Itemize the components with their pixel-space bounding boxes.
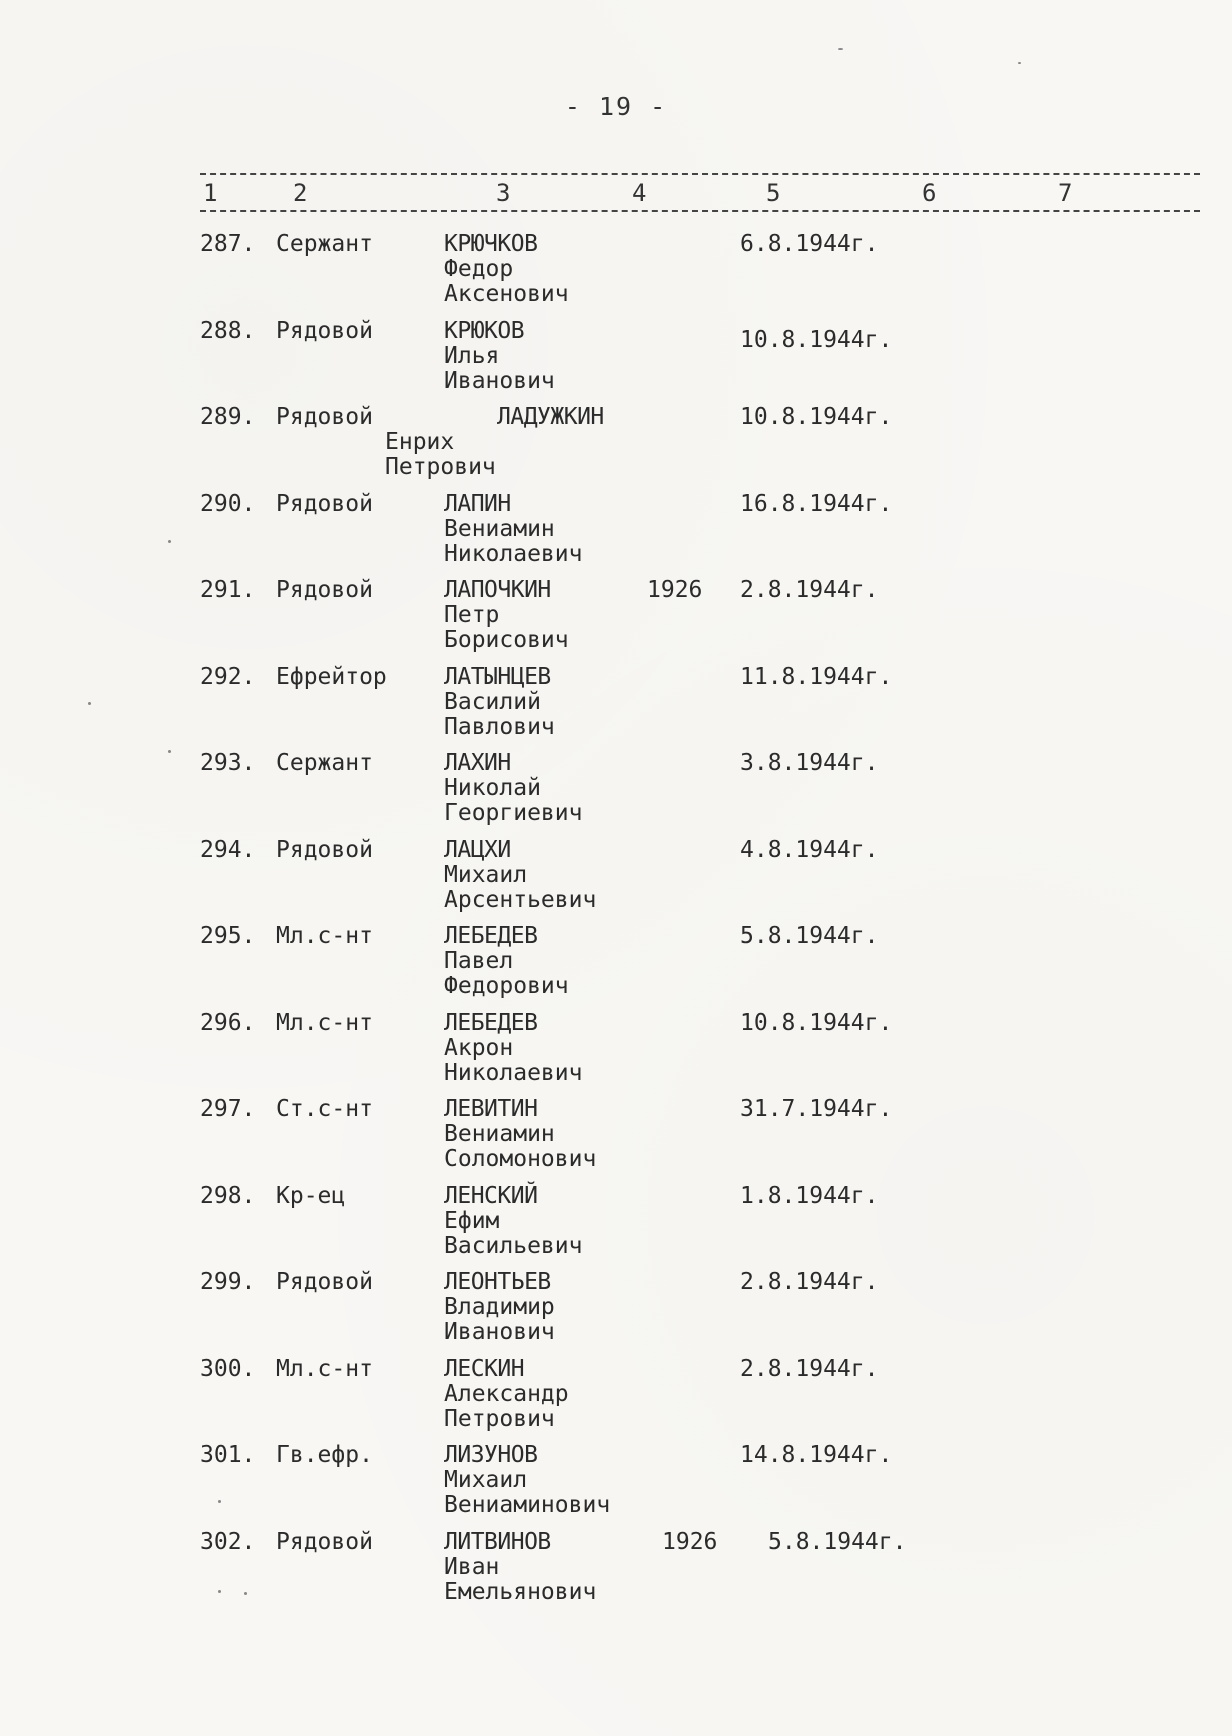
rank: Сержант bbox=[276, 750, 373, 776]
list-item bbox=[0, 665, 1232, 752]
full-name bbox=[444, 665, 555, 740]
first-name: Ефим bbox=[444, 1207, 500, 1234]
date: 10.8.1944г. bbox=[740, 404, 893, 430]
rank: Рядовой bbox=[276, 404, 373, 430]
list-item bbox=[0, 751, 1232, 838]
patronymic: Павлович bbox=[444, 713, 555, 740]
surname: ЛАХИН bbox=[444, 750, 511, 776]
scan-speck bbox=[218, 1590, 221, 1593]
date: 1.8.1944г. bbox=[740, 1182, 879, 1209]
surname: ЛАПИН bbox=[444, 490, 511, 517]
entry-number: 292. bbox=[200, 663, 256, 690]
patronymic: Соломонович bbox=[444, 1146, 597, 1172]
entry-number: 289. bbox=[200, 404, 256, 430]
surname: ЛАДУЖКИН bbox=[497, 404, 604, 430]
full-name bbox=[444, 232, 569, 307]
rank: Рядовой bbox=[276, 836, 373, 863]
full-name bbox=[444, 1443, 610, 1518]
list-item bbox=[0, 1443, 1232, 1530]
entry-number: 288. bbox=[200, 317, 256, 344]
column-header: 4 bbox=[632, 179, 647, 207]
surname: ЛЕБЕДЕВ bbox=[444, 1009, 538, 1036]
list-item bbox=[0, 492, 1232, 579]
patronymic: Борисович bbox=[444, 627, 569, 653]
entry-number: 296. bbox=[200, 1009, 256, 1036]
rank: Мл.с-нт bbox=[276, 1355, 373, 1382]
date: 2.8.1944г. bbox=[740, 1269, 879, 1295]
date: 16.8.1944г. bbox=[740, 490, 893, 517]
list-item bbox=[0, 838, 1232, 925]
column-header-row bbox=[0, 179, 1232, 209]
full-name bbox=[444, 1530, 596, 1605]
rank: Ефрейтор bbox=[276, 663, 387, 690]
entry-number: 300. bbox=[200, 1355, 256, 1382]
date: 31.7.1944г. bbox=[740, 1096, 893, 1122]
list-item bbox=[0, 1270, 1232, 1357]
date: 5.8.1944г. bbox=[768, 1528, 907, 1555]
rank: Рядовой bbox=[276, 1528, 373, 1555]
date: 2.8.1944г. bbox=[740, 1355, 879, 1382]
patronymic: Петрович bbox=[444, 1405, 555, 1432]
date: 2.8.1944г. bbox=[740, 577, 879, 603]
scan-speck bbox=[88, 702, 91, 705]
rank: Гв.ефр. bbox=[276, 1442, 373, 1468]
birth-year: 1926 bbox=[662, 1528, 718, 1555]
column-header: 1 bbox=[203, 179, 218, 207]
surname: ЛЕБЕДЕВ bbox=[444, 923, 538, 949]
header-rule-bottom bbox=[200, 210, 1200, 212]
scan-speck bbox=[218, 1500, 221, 1503]
full-name bbox=[444, 1184, 582, 1259]
list-item bbox=[0, 1097, 1232, 1184]
scan-speck bbox=[168, 540, 171, 543]
list-item bbox=[0, 1011, 1232, 1098]
full-name bbox=[444, 838, 596, 913]
date: 3.8.1944г. bbox=[740, 750, 879, 776]
patronymic: Емельянович bbox=[444, 1578, 597, 1605]
list-item bbox=[0, 1357, 1232, 1444]
header-rule-top bbox=[200, 173, 1200, 175]
entry-number: 297. bbox=[200, 1096, 256, 1122]
rank: Сержант bbox=[276, 231, 373, 257]
patronymic: Николаевич bbox=[444, 1059, 583, 1086]
date: 10.8.1944г. bbox=[740, 1009, 893, 1036]
list-item bbox=[0, 405, 1232, 492]
first-name: Василий bbox=[444, 688, 541, 715]
first-name: Николай bbox=[444, 775, 541, 801]
entry-number: 291. bbox=[200, 577, 256, 603]
patronymic: Иванович bbox=[444, 1319, 555, 1345]
first-name: Павел bbox=[444, 948, 514, 974]
surname: ЛАЦХИ bbox=[444, 836, 511, 863]
date: 6.8.1944г. bbox=[740, 231, 879, 257]
entry-number: 301. bbox=[200, 1442, 256, 1468]
entry-number: 290. bbox=[200, 490, 256, 517]
date: 14.8.1944г. bbox=[740, 1442, 893, 1468]
first-name: Илья bbox=[444, 342, 500, 369]
patronymic: Николаевич bbox=[444, 540, 583, 567]
rank: Мл.с-нт bbox=[276, 1009, 373, 1036]
full-name bbox=[444, 578, 569, 653]
rank: Рядовой bbox=[276, 490, 373, 517]
entry-number: 287. bbox=[200, 231, 256, 257]
list-item bbox=[0, 319, 1232, 406]
rank: Мл.с-нт bbox=[276, 923, 373, 949]
surname: ЛЕВИТИН bbox=[444, 1096, 538, 1122]
entry-number: 293. bbox=[200, 750, 256, 776]
patronymic: Иванович bbox=[444, 367, 555, 394]
first-name: Вениамин bbox=[444, 1121, 555, 1147]
full-name bbox=[444, 492, 582, 567]
entry-number: 302. bbox=[200, 1528, 256, 1555]
surname: КРЮКОВ bbox=[444, 317, 525, 344]
full-name bbox=[444, 1011, 582, 1086]
date: 11.8.1944г. bbox=[740, 663, 893, 690]
rank: Рядовой bbox=[276, 577, 373, 603]
first-name: Михаил bbox=[444, 861, 528, 888]
first-name: Акрон bbox=[444, 1034, 514, 1061]
first-name: Иван bbox=[444, 1553, 500, 1580]
list-item bbox=[0, 578, 1232, 665]
full-name bbox=[444, 1357, 569, 1432]
column-header: 2 bbox=[293, 179, 308, 207]
page-number: - 19 - bbox=[564, 92, 668, 121]
first-name: Енрих bbox=[385, 429, 455, 455]
scan-speck bbox=[168, 750, 171, 753]
date: 5.8.1944г. bbox=[740, 923, 879, 949]
surname: ЛАТЫНЦЕВ bbox=[444, 663, 551, 690]
column-header: 7 bbox=[1058, 179, 1073, 207]
rank: Кр-ец bbox=[276, 1182, 346, 1209]
scan-speck bbox=[1018, 62, 1021, 64]
list-item bbox=[0, 1530, 1232, 1617]
full-name bbox=[444, 924, 569, 999]
first-name: Петр bbox=[444, 602, 500, 628]
patronymic: Аксенович bbox=[444, 281, 569, 307]
patronymic: Вениаминович bbox=[444, 1492, 611, 1518]
entry-number: 295. bbox=[200, 923, 256, 949]
patronymic: Георгиевич bbox=[444, 800, 583, 826]
surname: ЛИЗУНОВ bbox=[444, 1442, 538, 1468]
column-header: 5 bbox=[766, 179, 781, 207]
first-name: Вениамин bbox=[444, 515, 555, 542]
full-name bbox=[444, 319, 555, 394]
surname: ЛЕОНТЬЕВ bbox=[444, 1269, 551, 1295]
list-item bbox=[0, 1184, 1232, 1271]
rank: Рядовой bbox=[276, 1269, 373, 1295]
surname: ЛЕСКИН bbox=[444, 1355, 525, 1382]
patronymic: Арсентьевич bbox=[444, 886, 597, 913]
list-item bbox=[0, 924, 1232, 1011]
scan-speck bbox=[838, 48, 843, 50]
first-name: Александр bbox=[444, 1380, 569, 1407]
surname: ЛЕНСКИЙ bbox=[444, 1182, 538, 1209]
full-name bbox=[444, 1097, 596, 1172]
rank: Рядовой bbox=[276, 317, 373, 344]
full-name bbox=[444, 1270, 555, 1345]
date: 10.8.1944г. bbox=[740, 326, 893, 353]
first-name: Федор bbox=[444, 256, 514, 282]
patronymic: Федорович bbox=[444, 973, 569, 999]
column-header: 3 bbox=[496, 179, 511, 207]
rank: Ст.с-нт bbox=[276, 1096, 373, 1122]
scan-speck bbox=[244, 1592, 247, 1595]
first-name: Михаил bbox=[444, 1467, 528, 1493]
surname: ЛАПОЧКИН bbox=[444, 577, 551, 603]
patronymic: Васильевич bbox=[444, 1232, 583, 1259]
surname: КРЮЧКОВ bbox=[444, 231, 538, 257]
date: 4.8.1944г. bbox=[740, 836, 879, 863]
surname: ЛИТВИНОВ bbox=[444, 1528, 551, 1555]
column-header: 6 bbox=[922, 179, 937, 207]
birth-year: 1926 bbox=[647, 577, 703, 603]
full-name bbox=[444, 751, 582, 826]
patronymic: Петрович bbox=[385, 454, 496, 480]
entry-number: 294. bbox=[200, 836, 256, 863]
first-name: Владимир bbox=[444, 1294, 555, 1320]
entry-number: 298. bbox=[200, 1182, 256, 1209]
entry-number: 299. bbox=[200, 1269, 256, 1295]
full-name bbox=[385, 405, 604, 480]
list-item bbox=[0, 232, 1232, 319]
casualty-list bbox=[0, 232, 1232, 1616]
